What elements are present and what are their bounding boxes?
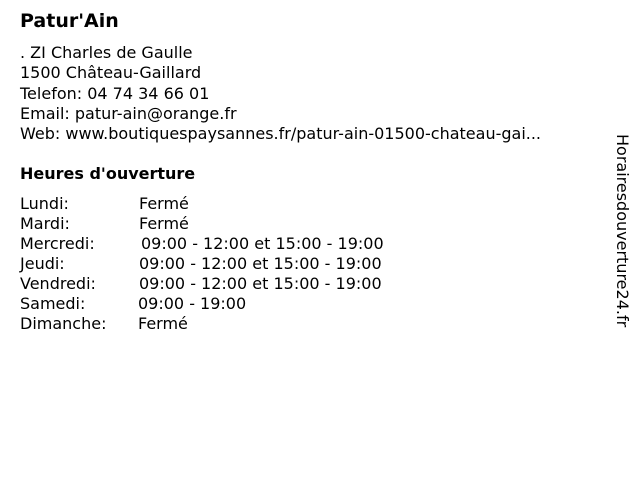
address-street: . ZI Charles de Gaulle — [20, 43, 193, 62]
day-label: Jeudi: — [20, 254, 65, 273]
day-hours: Fermé — [138, 314, 188, 333]
day-hours: 09:00 - 12:00 et 15:00 - 19:00 — [139, 274, 382, 293]
day-hours: 09:00 - 12:00 et 15:00 - 19:00 — [139, 254, 382, 273]
day-hours: 09:00 - 12:00 et 15:00 - 19:00 — [141, 234, 384, 253]
day-label: Dimanche: — [20, 314, 107, 333]
day-label: Vendredi: — [20, 274, 96, 293]
contact-block — [20, 43, 541, 144]
day-hours: 09:00 - 19:00 — [138, 294, 247, 313]
day-label: Samedi: — [20, 294, 86, 313]
day-label: Mercredi: — [20, 234, 95, 253]
email-line: Email: patur-ain@orange.fr — [20, 103, 237, 123]
day-label: Lundi: — [20, 194, 69, 213]
phone-line: Telefon: 04 74 34 66 01 — [20, 83, 210, 103]
day-hours: Fermé — [139, 194, 189, 213]
site-watermark: Horairesdouverture24.fr — [613, 134, 632, 328]
web-line: Web: www.boutiquespaysannes.fr/patur-ain-01500-chateau-gai... — [20, 124, 542, 144]
business-name: Patur'Ain — [20, 10, 119, 32]
day-hours: Fermé — [139, 214, 189, 233]
opening-hours-heading: Heures d'ouverture — [20, 164, 196, 183]
day-label: Mardi: — [20, 214, 70, 233]
address-city: 1500 Château-Gaillard — [20, 63, 202, 83]
